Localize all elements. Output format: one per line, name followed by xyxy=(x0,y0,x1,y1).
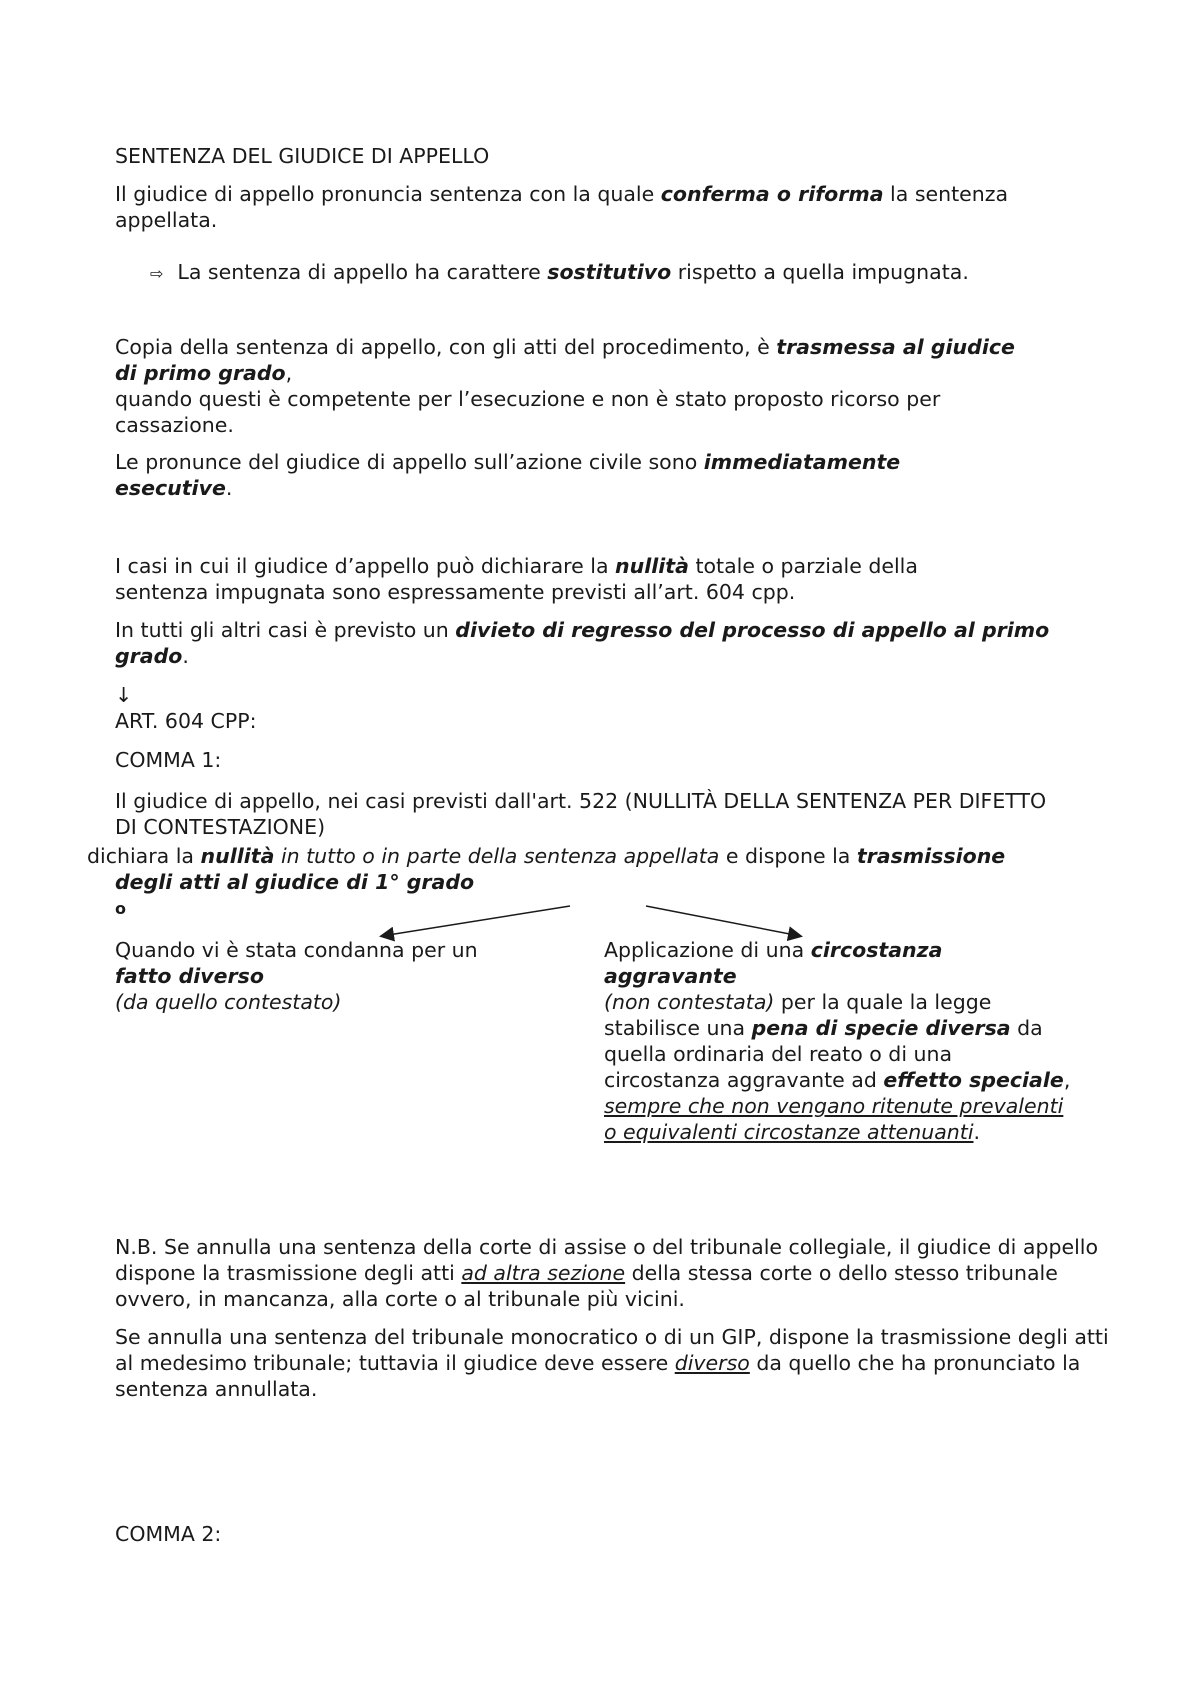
emphasis: pena di specie diversa xyxy=(751,1016,1011,1040)
text: , xyxy=(285,361,293,385)
emphasis: nullità xyxy=(615,554,689,578)
emphasis: degli atti al giudice di 1° grado xyxy=(115,870,475,894)
arrow-right-branch xyxy=(646,906,800,936)
emphasis: circostanza aggravante xyxy=(604,938,943,988)
left-branch xyxy=(115,937,535,1015)
text: totale o parziale della sentenza impugnata sono espressamente previsti all’art. 604 cpp. xyxy=(115,554,918,604)
text: dichiara la xyxy=(87,844,201,868)
text: Se annulla una sentenza del tribunale monocratico o di un GIP, dispone la trasmissione degli atti al medesimo tribunale; tuttavia il giudice deve essere xyxy=(115,1325,1109,1375)
text: In tutti gli altri casi è previsto un xyxy=(115,618,456,642)
text: N.B. Se annulla una sentenza della corte di assise o del tribunale collegiale, il giudice di appello dispone la trasmissione degli atti xyxy=(115,1235,1099,1285)
text: rispetto a quella impugnata. xyxy=(671,260,969,284)
page-title: SENTENZA DEL GIUDICE DI APPELLO xyxy=(115,144,490,168)
text: Quando vi è stata condanna per un xyxy=(115,938,478,962)
emphasis: trasmissione xyxy=(856,844,1006,868)
text: per la quale la legge stabilisce una xyxy=(604,990,992,1040)
text: Applicazione di una xyxy=(604,938,811,962)
text-italic: (da quello contestato) xyxy=(115,990,342,1014)
right-branch xyxy=(604,937,1074,1145)
text: quando questi è competente per l’esecuzione e non è stato proposto ricorso per cassazione. xyxy=(115,387,941,437)
text-underlined: sempre che non vengano ritenute prevalenti o equivalenti circostanze attenuanti xyxy=(604,1094,1064,1144)
text-italic: (non contestata) xyxy=(604,990,775,1014)
text: . xyxy=(973,1120,981,1144)
text: . xyxy=(182,644,189,668)
text: , xyxy=(1063,1068,1071,1092)
emphasis: fatto diverso xyxy=(115,964,264,988)
text: Le pronunce del giudice di appello sull’azione civile sono xyxy=(115,450,704,474)
emphasis: effetto speciale xyxy=(883,1068,1064,1092)
or-label: o xyxy=(115,899,126,918)
emphasis: nullità xyxy=(200,844,275,868)
text: Copia della sentenza di appello, con gli atti del procedimento, è xyxy=(115,335,777,359)
arrow-right-icon: ⇨ xyxy=(150,264,164,283)
text-underlined: diverso xyxy=(674,1351,750,1375)
emphasis: conferma o riforma xyxy=(660,182,884,206)
down-arrow-icon: ↓ xyxy=(115,683,133,707)
text: da quella ordinaria del reato o di una circostanza aggravante ad xyxy=(604,1016,1043,1092)
text-underlined: ad altra sezione xyxy=(461,1261,626,1285)
emphasis: immediatamente esecutive xyxy=(115,450,901,500)
text: e dispone la xyxy=(719,844,857,868)
text: la sentenza appellata. xyxy=(115,182,1009,232)
comma-1-heading: COMMA 1: xyxy=(115,748,222,772)
text: I casi in cui il giudice d’appello può dichiarare la xyxy=(115,554,616,578)
text-italic: in tutto o in parte della sentenza appellata xyxy=(274,844,720,868)
comma-2-heading: COMMA 2: xyxy=(115,1522,222,1546)
emphasis: divieto di regresso del processo di appello al primo grado xyxy=(115,618,1050,668)
emphasis: sostitutivo xyxy=(547,260,672,284)
article-heading: ART. 604 CPP: xyxy=(115,709,257,733)
paragraph-monocratico xyxy=(115,1324,1120,1402)
text: Il giudice di appello pronuncia sentenza con la quale xyxy=(115,182,661,206)
text: La sentenza di appello ha carattere xyxy=(177,260,548,284)
comma-1-text: Il giudice di appello, nei casi previsti dall'art. 522 (NULLITÀ DELLA SENTENZA PER DIFETTO DI CONTESTAZIONE) xyxy=(115,789,1047,839)
note-paragraph xyxy=(115,1234,1105,1312)
emphasis: trasmessa al giudice di primo grado xyxy=(115,335,1015,385)
text: della stessa corte o dello stesso tribunale ovvero, in mancanza, alla corte o al tribunale più vicini. xyxy=(115,1261,1058,1311)
text: da quello che ha pronunciato la sentenza annullata. xyxy=(115,1351,1081,1401)
arrow-left-branch xyxy=(382,906,570,936)
text: . xyxy=(225,476,233,500)
